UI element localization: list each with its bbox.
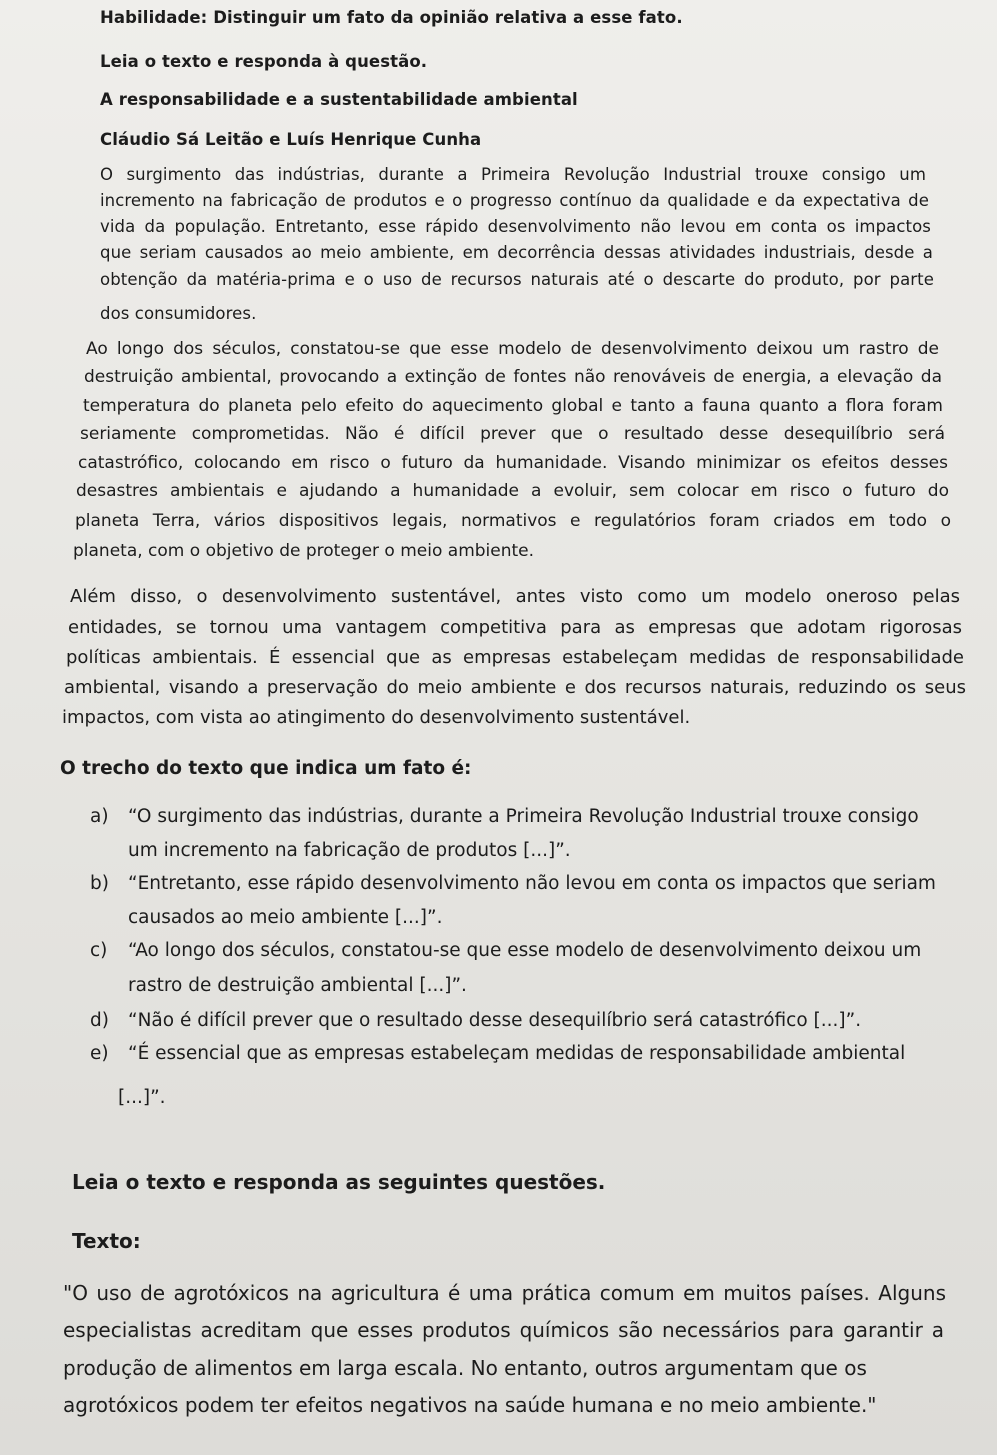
paragraph-line: destruição ambiental, provocando a extinção de fontes não renováveis de energia, a elevação da [84, 367, 942, 387]
paragraph-line: vida da população. Entretanto, esse rápido desenvolvimento não levou em conta os impactos [100, 217, 931, 236]
quote-line: produção de alimentos em larga escala. No entanto, outros argumentam que os [63, 1356, 867, 1380]
question-stem: O trecho do texto que indica um fato é: [60, 758, 472, 779]
paragraph-line: dos consumidores. [100, 304, 257, 323]
option-text: “Não é difícil prever que o resultado desse desequilíbrio será catastrófico [...]”. [128, 1010, 862, 1031]
paragraph-line: que seriam causados ao meio ambiente, em decorrência dessas atividades industriais, desde a [100, 243, 933, 262]
paragraph-line: incremento na fabricação de produtos e o progresso contínuo da qualidade e da expectativa de [100, 191, 929, 210]
article-title: A responsabilidade e a sustentabilidade ambiental [100, 90, 578, 109]
paragraph-line: Ao longo dos séculos, constatou-se que esse modelo de desenvolvimento deixou um rastro de [86, 339, 939, 359]
section2-label: Texto: [72, 1229, 141, 1253]
option-text: “Ao longo dos séculos, constatou-se que esse modelo de desenvolvimento deixou um [128, 940, 922, 961]
skill-heading: Habilidade: Distinguir um fato da opinião relativa a esse fato. [100, 8, 683, 27]
option-letter: b) [90, 873, 109, 894]
instruction-heading: Leia o texto e responda à questão. [100, 52, 428, 71]
option-text: rastro de destruição ambiental [...]”. [128, 975, 467, 996]
section2-instruction: Leia o texto e responda as seguintes questões. [72, 1170, 606, 1194]
paragraph-line: Além disso, o desenvolvimento sustentável, antes visto como um modelo oneroso pelas [70, 586, 960, 607]
quote-line: agrotóxicos podem ter efeitos negativos na saúde humana e no meio ambiente." [63, 1393, 877, 1417]
option-letter: e) [90, 1043, 109, 1064]
option-text: “É essencial que as empresas estabeleçam medidas de responsabilidade ambiental [128, 1043, 906, 1064]
paragraph-line: O surgimento das indústrias, durante a Primeira Revolução Industrial trouxe consigo um [100, 165, 926, 184]
paragraph-line: planeta, com o objetivo de proteger o meio ambiente. [73, 541, 535, 561]
option-text: causados ao meio ambiente [...]”. [128, 907, 443, 928]
paragraph-line: catastrófico, colocando em risco o futuro da humanidade. Visando minimizar os efeitos desses [78, 453, 948, 473]
paragraph-line: impactos, com vista ao atingimento do desenvolvimento sustentável. [62, 707, 691, 728]
option-text: “Entretanto, esse rápido desenvolvimento não levou em conta os impactos que seriam [128, 873, 936, 894]
paragraph-line: planeta Terra, vários dispositivos legais, normativos e regulatórios foram criados em todo o [75, 511, 951, 531]
option-text: um incremento na fabricação de produtos [...]”. [128, 840, 571, 861]
paragraph-line: políticas ambientais. É essencial que as empresas estabeleçam medidas de responsabilidade [66, 647, 964, 668]
quote-line: "O uso de agrotóxicos na agricultura é uma prática comum em muitos países. Alguns [63, 1281, 946, 1305]
quote-line: especialistas acreditam que esses produtos químicos são necessários para garantir a [63, 1318, 944, 1342]
paragraph-line: obtenção da matéria-prima e o uso de recursos naturais até o descarte do produto, por parte [100, 270, 934, 289]
option-text: [...]”. [118, 1087, 166, 1108]
article-authors: Cláudio Sá Leitão e Luís Henrique Cunha [100, 130, 482, 149]
paragraph-line: temperatura do planeta pelo efeito do aquecimento global e tanto a fauna quanto a flora foram [83, 396, 943, 416]
option-letter: c) [90, 940, 108, 961]
option-letter: d) [90, 1010, 109, 1031]
paragraph-line: desastres ambientais e ajudando a humanidade a evoluir, sem colocar em risco o futuro do [76, 481, 949, 501]
option-letter: a) [90, 806, 109, 827]
paragraph-line: entidades, se tornou uma vantagem competitiva para as empresas que adotam rigorosas [68, 617, 962, 638]
paragraph-line: ambiental, visando a preservação do meio ambiente e dos recursos naturais, reduzindo os seus [64, 677, 966, 698]
option-text: “O surgimento das indústrias, durante a Primeira Revolução Industrial trouxe consigo [128, 806, 919, 827]
paragraph-line: seriamente comprometidas. Não é difícil prever que o resultado desse desequilíbrio será [80, 424, 945, 444]
